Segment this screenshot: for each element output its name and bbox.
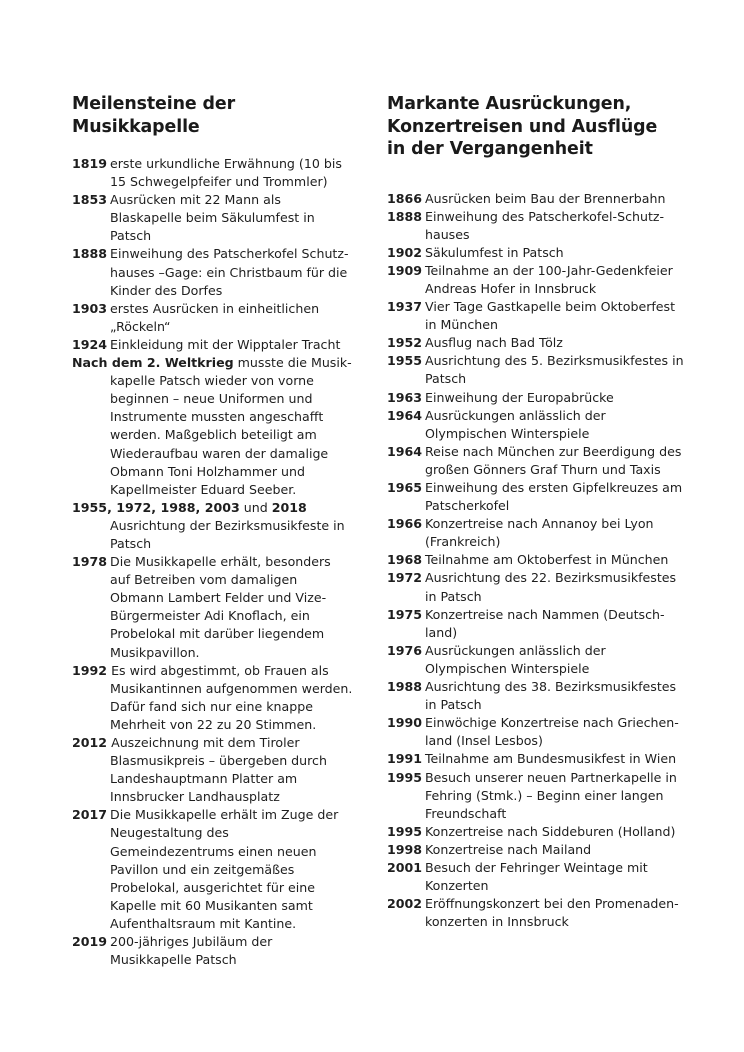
entry-text: Ausrücken mit 22 Mann als Blaskapelle beim Säkulumfest in Patsch [110, 192, 315, 244]
entry-year: 1866 [387, 190, 423, 206]
entry-year: 1976 [387, 642, 423, 658]
entry-year: 1952 [387, 335, 423, 351]
entry-year: 2012 [72, 735, 108, 750]
entry-text: erste urkundliche Erwähnung (10 bis 15 Schwegelpfeifer und Trommler) [110, 156, 342, 190]
trips-column [387, 93, 687, 931]
entry-text: Ausrückungen anlässlich der Olympischen Winterspiele [425, 407, 606, 441]
entry-separator: , [151, 499, 161, 515]
list-item [387, 334, 687, 352]
list-item [387, 841, 687, 859]
entry-year: 1975 [387, 606, 423, 622]
entry-text: Besuch unserer neuen Partnerkapelle in Fehring (Stmk.) – Beginn einer langen Freundschaft [425, 769, 677, 821]
entry-separator: , [195, 499, 205, 515]
trips-heading-line: Markante Ausrückungen, [387, 94, 632, 114]
entry-year: 1909 [387, 262, 423, 278]
entry-year: 1978 [72, 554, 108, 570]
entry-text: Einweihung des Patscherkofel-Schutzhauses [425, 208, 665, 242]
list-item [387, 569, 687, 605]
milestones-column [72, 93, 354, 969]
list-item [387, 642, 687, 678]
list-item [72, 806, 354, 933]
entry-year: 1963 [387, 389, 423, 405]
list-item [387, 208, 687, 244]
entry-text: Die Musikkapelle erhält im Zuge der Neugestaltung des Gemeindezentrums einen neuen Pavillon und ein zeitgemäßes Probelokal, ausgerichtet für eine Kapelle mit 60 Musikanten samt Aufenthaltsraum mit Kantine. [110, 807, 339, 931]
entry-year: 1972 [387, 570, 423, 586]
entry-text: Konzertreise nach Annanoy bei Lyon (Frankreich) [425, 516, 654, 550]
entry-text: Säkulumfest in Patsch [425, 244, 564, 260]
entry-text: Einweihung der Europabrücke [425, 389, 614, 405]
entry-text: Ausflug nach Bad Tölz [425, 335, 563, 351]
list-item [387, 895, 687, 931]
list-item [387, 551, 687, 569]
entry-text: Einweihung des ersten Gipfelkreuzes am Patscherkofel [425, 480, 683, 514]
entry-conjunction: und [243, 499, 268, 515]
entry-year: 1966 [387, 516, 423, 532]
milestones-heading: Meilensteine der Musikkapelle [72, 94, 236, 137]
entry-year: 2001 [387, 859, 423, 875]
entry-text: Auszeichnung mit dem Tiroler Blasmusikpreis – übergeben durch Landeshauptmann Platter am Innsbrucker Landhausplatz [110, 735, 327, 805]
entry-text: Ausrichtung des 38. Bezirksmusikfestes in Patsch [425, 679, 677, 713]
entry-text: Ausrichtung des 5. Bezirksmusikfestes in Patsch [425, 353, 684, 387]
entry-year: 1968 [387, 552, 423, 568]
entry-year: 1964 [387, 407, 423, 423]
list-item [72, 734, 354, 806]
list-item [72, 191, 354, 245]
list-item [387, 190, 687, 208]
list-item [72, 499, 354, 553]
entry-year: 2003 [204, 499, 240, 515]
entry-text: Einkleidung mit der Wipptaler Tracht [110, 336, 341, 352]
entry-year: 1964 [387, 443, 423, 459]
entry-text: Besuch der Fehringer Weintage mit Konzerten [425, 859, 648, 894]
entry-text: Teilnahme an der 100-Jahr-Gedenkfeier Andreas Hofer in Innsbruck [425, 262, 673, 296]
entry-text: Konzertreise nach Siddeburen (Holland) [425, 823, 676, 839]
entry-year: 1991 [387, 751, 423, 767]
entry-year: 1998 [387, 841, 423, 857]
entry-year: 1995 [387, 823, 423, 839]
list-item [72, 245, 354, 299]
entry-text: Ausrückungen anlässlich der Olympischen Winterspiele [425, 642, 606, 676]
entry-text: musste die Musikkapelle Patsch wieder von vorne beginnen – neue Uniformen und Instrumente mussten angeschafft werden. Maßgeblich beteiligt am Wiederaufbau waren der damalige Obmann Toni Holzhammer und Kapellmeister Eduard Seeber. [110, 355, 352, 497]
trips-heading [387, 93, 687, 161]
entry-text: Eröffnungskonzert bei den Promenadenkonzerten in Innsbruck [425, 896, 679, 930]
entry-year: 1995 [387, 769, 423, 785]
list-item [387, 443, 687, 479]
list-item [72, 354, 354, 499]
entry-year: 1819 [72, 156, 108, 171]
entry-separator: , [107, 499, 117, 515]
list-item [387, 479, 687, 515]
trips-heading-line: in der Vergangenheit [387, 139, 593, 159]
entry-text: Ausrichtung des 22. Bezirksmusikfestes in Patsch [425, 570, 677, 604]
list-item [387, 298, 687, 334]
entry-year: 2002 [387, 896, 423, 912]
entry-text: Teilnahme am Oktoberfest in München [425, 552, 669, 568]
entry-year: 1955 [387, 353, 423, 369]
list-item [72, 553, 354, 662]
entry-year: 1990 [387, 715, 423, 731]
trips-heading-line: Konzertreisen und Ausflüge [387, 116, 658, 137]
entry-text: Es wird abgestimmt, ob Frauen als Musikantinnen aufgenommen werden. Dafür fand sich nur eine knappe Mehrheit von 22 zu 20 Stimmen. [110, 662, 353, 732]
entry-year: 1992 [72, 662, 108, 678]
entry-text: 200-jähriges Jubiläum der Musikkapelle Patsch [110, 934, 273, 968]
entry-year: 2017 [72, 807, 108, 823]
list-item [72, 155, 354, 191]
entry-text: Konzertreise nach Nammen (Deutschland) [425, 606, 665, 640]
list-item [387, 750, 687, 768]
entry-year: 2018 [271, 499, 307, 515]
list-item [387, 823, 687, 841]
entry-year: 1972 [116, 499, 152, 515]
list-item [387, 678, 687, 714]
entry-text: Reise nach München zur Beerdigung des großen Gönners Graf Thurn und Taxis [425, 443, 682, 477]
list-item [387, 515, 687, 551]
entry-text: Ausrücken beim Bau der Brennerbahn [425, 190, 666, 206]
entry-year: 1888 [72, 246, 108, 262]
entry-year: 1988 [160, 499, 196, 515]
entry-year: 1988 [387, 679, 423, 695]
entry-text: Ausrichtung der Bezirksmusikfeste in Patsch [110, 517, 345, 551]
entry-year: 1902 [387, 244, 423, 260]
trips-list [387, 190, 687, 932]
list-item [387, 352, 687, 388]
entry-text: erstes Ausrücken in einheitlichen „Röckeln“ [110, 300, 320, 334]
entry-text: Einwöchige Konzertreise nach Griechenland (Insel Lesbos) [425, 715, 679, 749]
milestones-list [72, 155, 354, 969]
entry-text: Konzertreise nach Mailand [425, 841, 592, 857]
list-item [72, 662, 354, 734]
entry-text: Teilnahme am Bundesmusikfest in Wien [425, 751, 677, 767]
entry-year: 1853 [72, 192, 108, 208]
list-item [387, 859, 687, 895]
list-item [387, 606, 687, 642]
list-item [72, 336, 354, 354]
list-item [72, 933, 354, 969]
entry-year: 1903 [72, 300, 108, 316]
entry-year: 1965 [387, 480, 423, 495]
entry-year: 1924 [72, 336, 108, 352]
entry-text: Die Musikkapelle erhält, besonders auf Betreiben vom damaligen Obmann Lambert Felder und Vize-Bürgermeister Adi Knoflach, ein Probelokal mit darüber liegendem Musikpavillon. [110, 554, 331, 660]
list-item [387, 769, 687, 823]
entry-text: Vier Tage Gastkapelle beim Oktoberfest in München [425, 299, 676, 333]
list-item [72, 300, 354, 336]
list-item [387, 389, 687, 407]
list-item [387, 407, 687, 443]
list-item [387, 244, 687, 262]
entry-year: 1888 [387, 208, 423, 224]
entry-year: 1937 [387, 299, 423, 315]
entry-year: 1955 [72, 499, 108, 515]
list-item [387, 262, 687, 298]
list-item [387, 714, 687, 750]
entry-text: Einweihung des Patscherkofel Schutzhauses –Gage: ein Christbaum für die Kinder des Dorfes [110, 246, 349, 298]
entry-year: 2019 [72, 934, 108, 950]
entry-lead: Nach dem 2. Weltkrieg [72, 355, 234, 371]
